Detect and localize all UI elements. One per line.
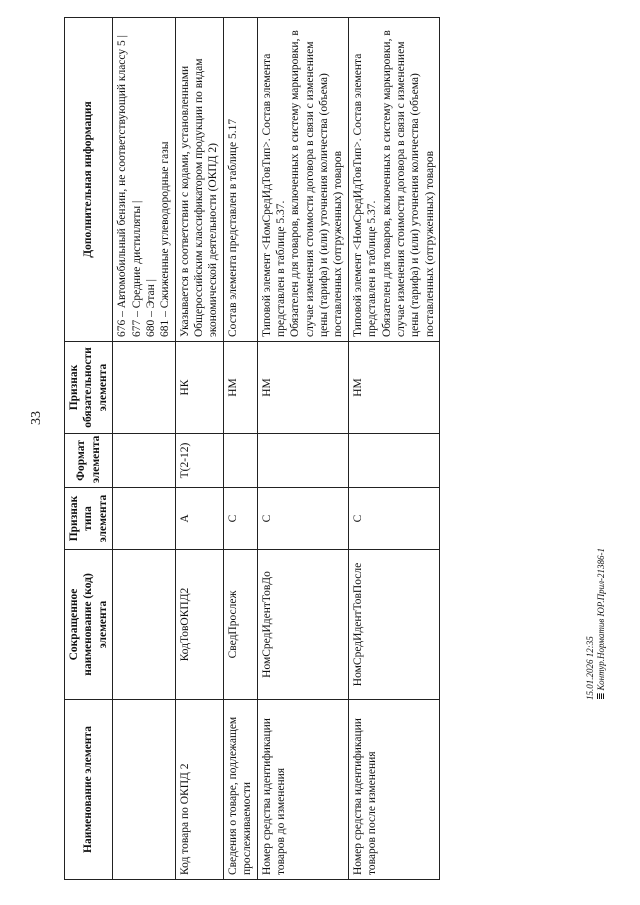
info-line: Указывается в соответствии с кодами, установленными Общероссийским классификатором продукции по видам экономической деятельности (ОКПД 2) bbox=[178, 58, 220, 337]
header-info: Дополнительная информация bbox=[65, 18, 113, 342]
cell-required bbox=[113, 342, 176, 434]
header-required: Признак обязательности элемента bbox=[65, 342, 113, 434]
header-code: Сокращенное наименование (код) элемента bbox=[65, 550, 113, 700]
footer-stamp bbox=[585, 520, 607, 700]
info-line: 680 – Этан | bbox=[144, 279, 157, 337]
cell-name bbox=[113, 700, 176, 880]
info-line: 681 – Сжиженные углеводородные газы bbox=[159, 141, 172, 337]
cell-name: Код товара по ОКПД 2 bbox=[175, 700, 223, 880]
header-type: Признак типа элемента bbox=[65, 488, 113, 550]
header-name: Наименование элемента bbox=[65, 700, 113, 880]
cell-info bbox=[257, 18, 348, 342]
info-line: Состав элемента представлен в таблице 5.17 bbox=[226, 118, 239, 337]
table-row bbox=[175, 18, 223, 880]
cell-required: НК bbox=[175, 342, 223, 434]
table-row bbox=[348, 18, 439, 880]
cell-info bbox=[113, 18, 176, 342]
cell-info bbox=[175, 18, 223, 342]
header-row bbox=[65, 18, 113, 880]
cell-format bbox=[223, 434, 257, 488]
document-sheet bbox=[64, 18, 588, 880]
header-format: Формат элемента bbox=[65, 434, 113, 488]
cell-format: T(2-12) bbox=[175, 434, 223, 488]
info-line: Типовой элемент <НомСредИдТовТип>. Состав элемента представлен в таблице 5.37. bbox=[260, 53, 287, 337]
info-line: Обязателен для товаров, включенных в систему маркировки, в случае изменения стоимости договора в связи с изменением цены (тарифа) и (или) уточнения количества (объема) поставленных (отгруженных) товаров bbox=[289, 30, 345, 337]
cell-type: А bbox=[175, 488, 223, 550]
table-row bbox=[257, 18, 348, 880]
page-number: 33 bbox=[29, 411, 44, 425]
cell-code bbox=[113, 550, 176, 700]
elements-table bbox=[64, 17, 440, 880]
cell-name: Номер средства идентификации товаров до изменения bbox=[257, 700, 348, 880]
cell-info bbox=[348, 18, 439, 342]
cell-name: Сведения о товаре, подлежащем прослеживаемости bbox=[223, 700, 257, 880]
cell-code: КодТовОКПД2 bbox=[175, 550, 223, 700]
cell-required: НМ bbox=[223, 342, 257, 434]
cell-type: С bbox=[348, 488, 439, 550]
table-row bbox=[223, 18, 257, 880]
cell-code: СведПрослеж bbox=[223, 550, 257, 700]
info-line: Типовой элемент <НомСредИдТовТип>. Состав элемента представлен в таблице 5.37. bbox=[351, 53, 379, 337]
cell-code: НомСредИдентТовПосле bbox=[348, 550, 439, 700]
footer-doc: ≣ Контур.Норматив ЮР.Прил-21386-1 bbox=[596, 520, 607, 700]
cell-type: С bbox=[223, 488, 257, 550]
cell-code: НомСредИдентТовДо bbox=[257, 550, 348, 700]
info-line: 676 – Автомобильный бензин, не соответствующий классу 5 | bbox=[116, 35, 129, 337]
table-row bbox=[113, 18, 176, 880]
cell-type bbox=[113, 488, 176, 550]
cell-format bbox=[113, 434, 176, 488]
cell-format bbox=[257, 434, 348, 488]
cell-required: НМ bbox=[257, 342, 348, 434]
info-line: 677 – Средние дистилляты | bbox=[130, 200, 143, 337]
cell-info bbox=[223, 18, 257, 342]
cell-format bbox=[348, 434, 439, 488]
cell-name: Номер средства идентификации товаров после изменения bbox=[348, 700, 439, 880]
info-line: Обязателен для товаров, включенных в систему маркировки, в случае изменения стоимости договора в связи с изменением цены (тарифа) и (или) уточнения количества (объема) поставленных (отгруженных) товаров bbox=[380, 30, 436, 337]
cell-required: НМ bbox=[348, 342, 439, 434]
cell-type: С bbox=[257, 488, 348, 550]
footer-date: 15.01.2026 12:35 bbox=[585, 636, 595, 700]
